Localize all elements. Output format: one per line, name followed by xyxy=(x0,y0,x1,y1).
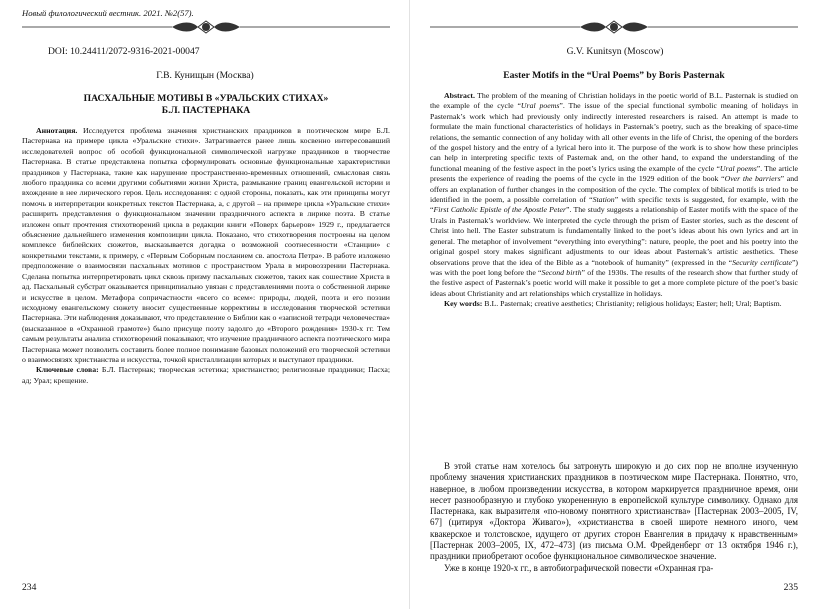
abstract-label: Аннотация. xyxy=(36,126,78,135)
title-line-1: ПАСХАЛЬНЫЕ МОТИВЫ В «УРАЛЬСКИХ СТИХАХ» xyxy=(83,93,329,104)
abstract-text: Исследуется проблема значения христианских праздников в поэтическом мире Б.Л. Пастернака на примере цикла «Уральские стихи». Затрагивается ранее лишь косвенно интересовавший исследователей вопрос об особой функциональной символической нагрузке праздников в творчестве Пастернака. В статье представлена попытка сформулировать основные функциональные характеристики праздников у Пастернака, такие как нарушение пространственно-временных отношений, смысловая связь любого праздника со всеми другими событиями жизни Христа, размыкание границ евангельской истории и вхождение в нее лирического героя. Цель исследования: с одной стороны, показать, как эти принципы могут помочь в интерпретации конкретных текстов Пастернака, а, с другой – на примере цикла «Уральские стихи» расширить представления о функциональном значении праздничного аспекта в лирике поэта. В статье изложен опыт прочтения стихотворений цикла в редакции книги «Поверх барьеров» 1929 г., предлагается объяснение дальнейшего изменения композиции цикла. Показано, что стихотворения построены на целом комплексе библейских сюжетов, высказывается догадка о возможной соотнесенности «Станции» с конкретными текстами, к примеру, с «Первым Соборным посланием св. апостола Петра». В работе изложено предположение о взаимосвязи пасхальных мотивов с пространством Урала в мировоззрении Пастернака. Сделана попытка интерпретировать цикл сквозь призму пасхальных сюжетов, таких как сошествие Христа в ад. Пасхальный субстрат оказывается принципиально увязан с представлениями поэта о собственной лирике и искусстве в целом. Метафора сопричастности «всего со всем»: природы, людей, поэта и его поэзии исходному евангельскому сюжету вносит существенные коррективы в исследования творческой эстетики Пастернака. Эти наблюдения доказывают, что представление о Библии как о «записной тетради человечества» (высказанное в «Охранной грамоте») было присуще поэту задолго до «Второго рождения» 1930-х гг. Тем самым результаты анализа стихотворений показывают, что изучение праздничного аспекта поэтического мира Пастернака может позволить составить более полное понимание базовых положений его творческой эстетики о взаимосвязях христианства и искусства, точкой кристаллизации которых и выступают праздники. xyxy=(22,126,390,364)
page-number: 235 xyxy=(783,582,798,593)
body-text xyxy=(430,461,798,574)
ornament-divider xyxy=(430,20,798,34)
right-page xyxy=(410,0,820,609)
abstract-text: ” of the 1930s. The results of the research show that further study of the festive aspect of Pasternak’s poetic world will make it possible to get a more complete picture of the poet’s basic ideas about Christianity and art relationships which crystallize in holidays. xyxy=(430,267,799,298)
abstract-emphasis: Station xyxy=(592,195,615,205)
abstract-label: Abstract. xyxy=(444,91,475,100)
running-head: Новый филологический вестник. 2021. №2(57). xyxy=(22,8,194,18)
keywords-label: Key words: xyxy=(444,299,483,309)
author-ru: Г.В. Кунищын (Москва) xyxy=(156,70,254,81)
abstract-text: ” with specific texts is suggested, for example, with the “ xyxy=(430,195,798,215)
body-paragraph: В этой статье нам хотелось бы затронуть широкую и до сих пор не вполне изученную проблему значения христианских праздников в поэтическом мире Пастернака. Понятно, что, наверное, в любом произведении искусства, в котором маркируется праздничное время, они несет разнообразную и глубоко укорененную в европейской культуре символику. Однако для Пастернака, как выразителя «по-новому понятного христианства» [Пастернак 2003–2005, IV, 67] (цитируя «Доктора Живаго»), «христианства в своей широте немного иного, чем квакерское и толстовское, идущего от других сторон Евангелия в придачу к нравственным» [Пастернак 2003–2005, IX, 472–473] (из письма О.М. Фрейденберг от 13 октября 1946 г.), праздники приобретают особое функциональное символическое значение. xyxy=(430,461,798,562)
ornament-divider xyxy=(22,20,390,34)
abstract-emphasis: First Catholic Epistle of the Apostle Peter xyxy=(433,205,566,215)
article-title-ru xyxy=(22,93,390,116)
abstract-ru xyxy=(22,126,390,386)
abstract-text: The problem of the meaning of Christian holidays in the poetic world of B.L. Pasternak is studied on the example of the cycle “ xyxy=(430,91,799,111)
abstract-emphasis: Second birth xyxy=(541,267,582,277)
abstract-text: ”. The study suggests a relationship of Easter motifs with the space of the Urals in Pasternak’s worldview. We interpreted the cycle through the prism of Easter stories, such as the descent of Christ into hell. The Easter substratum is fundamentally linked to the poet’s ideas about his own lyrics and art in general. The metaphor of involvement “everything into everything”: nature, people, the poet and his poetry into the original gospel story makes significant adjustments to our ideas about Pasternak’s artistic aesthetics. These observations prove that the idea of the Bible as a “notebook of humanity” (expressed in the “ xyxy=(430,205,798,267)
abstract-text: ”) was with the poet long before the “ xyxy=(430,257,798,277)
abstract-emphasis: Ural poems xyxy=(719,163,757,173)
abstract-emphasis: Ural poems xyxy=(520,101,560,111)
keywords-text: Б.Л. Пастернак; творческая эстетика; христианство; религиозные праздники; Пасха; ад; Урал; крещение. xyxy=(22,365,391,385)
body-paragraph: Уже в конце 1920-х гг., в автобиографической повести «Охранная гра- xyxy=(444,562,714,573)
abstract-text: ”. The article presents the experience of reading the poems of the cycle in the 1929 edition of the book “ xyxy=(430,163,798,184)
abstract-text: ” and offers an explanation of further changes in the composition of the cycle. The complex of biblical motifs is tried to be identified in the poem, a possible correlation of “ xyxy=(430,174,799,205)
article-title-en: Easter Motifs in the “Ural Poems” by Boris Pasternak xyxy=(503,70,725,81)
abstract-emphasis: Security certificate xyxy=(732,257,792,267)
abstract-emphasis: Over the barriers xyxy=(724,174,781,184)
keywords-text: B.L. Pasternak; creative aesthetics; Christianity; religious holidays; Easter; hell; Ural; Baptism. xyxy=(484,299,782,309)
title-line-2: Б.Л. ПАСТЕРНАКА xyxy=(161,104,251,116)
page-number: 234 xyxy=(22,582,37,593)
abstract-text: ”. The issue of the special functional symbolic meaning of holidays in Pasternak’s work which had previously only indirectly interested researchers is raised. An attempt is made to formulate the main functional characteristics of holidays in Pasternak’s poetry, such as the breaking of space-time relations, the semantic connection of any holiday with all other events in the life of Christ, the opening of the borders of the gospel history and the entry of a lyrical hero into it. The purpose of the work is to show how these principles can help in interpreting specific texts of Pasternak and, on the other hand, to expand the understanding of the functional meaning of the festive aspect in the poet’s lyrics using the example of the cycle “ xyxy=(430,101,798,173)
author-en-meta: G.V. Kunitsyn (Moscow) xyxy=(566,46,664,57)
doi: DOI: 10.24411/2072-9316-2021-00047 xyxy=(48,46,200,57)
abstract-en xyxy=(430,91,798,310)
keywords-label: Ключевые слова: xyxy=(36,365,99,375)
